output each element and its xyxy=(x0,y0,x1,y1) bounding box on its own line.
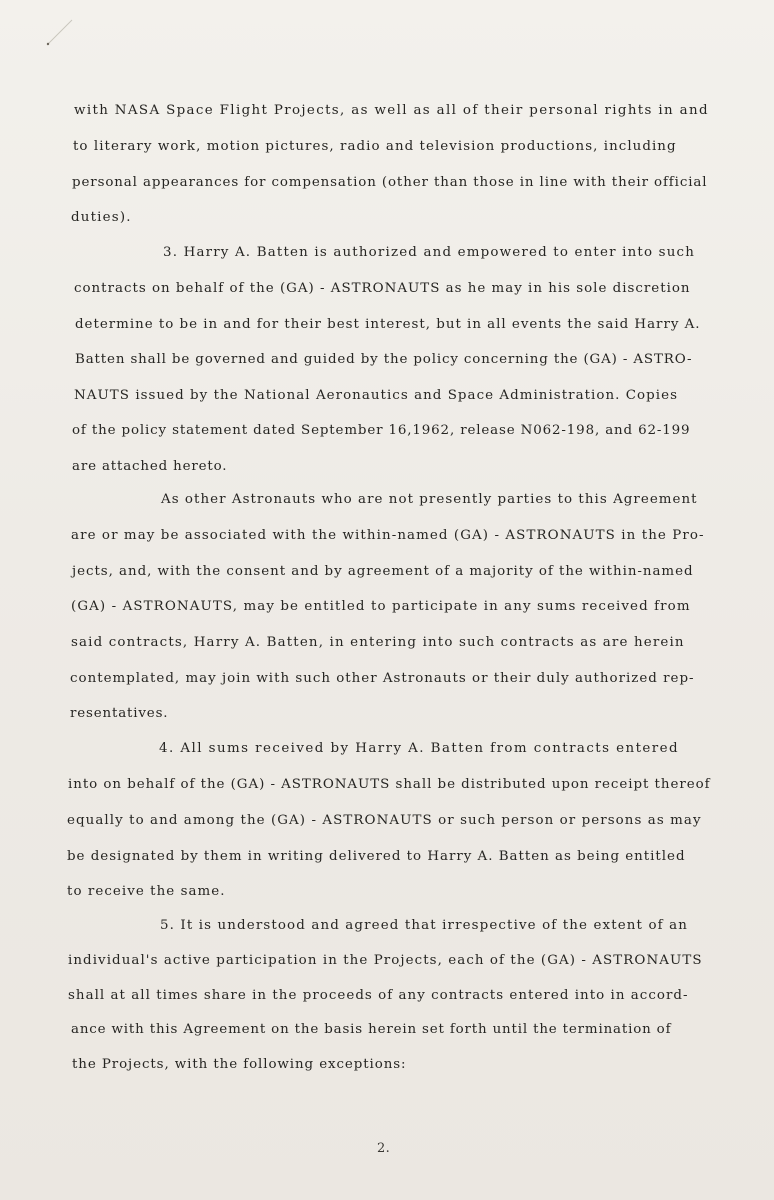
paragraph-4-line-2: into on behalf of the (GA) - ASTRONAUTS shall be distributed upon receipt thereof xyxy=(68,777,711,792)
paragraph-astronauts-line-1: As other Astronauts who are not presently parties to this Agreement xyxy=(161,492,698,507)
paragraph-3-line-7: are attached hereto. xyxy=(72,459,228,474)
paragraph-5-line-5: the Projects, with the following exceptions: xyxy=(72,1057,407,1072)
paragraph-3-line-1: 3. Harry A. Batten is authorized and empowered to enter into such xyxy=(163,245,695,260)
paper-crease-mark xyxy=(0,0,90,60)
paragraph-3-line-4: Batten shall be governed and guided by the policy concerning the (GA) - ASTRO- xyxy=(75,352,693,367)
paragraph-astronauts-line-4: (GA) - ASTRONAUTS, may be entitled to participate in any sums received from xyxy=(71,599,691,614)
paragraph-5-line-4: ance with this Agreement on the basis herein set forth until the termination of xyxy=(71,1022,672,1037)
paragraph-astronauts-line-7: resentatives. xyxy=(70,706,169,721)
paragraph-3-line-3: determine to be in and for their best interest, but in all events the said Harry A. xyxy=(75,317,701,332)
paragraph-3-line-5: NAUTS issued by the National Aeronautics and Space Administration. Copies xyxy=(74,388,678,403)
page-number: 2. xyxy=(377,1141,391,1156)
text-line-2: to literary work, motion pictures, radio and television productions, including xyxy=(73,139,677,154)
paragraph-4-line-5: to receive the same. xyxy=(67,884,226,899)
paragraph-4-line-3: equally to and among the (GA) - ASTRONAUTS or such person or persons as may xyxy=(67,813,702,828)
paragraph-5-line-2: individual's active participation in the Projects, each of the (GA) - ASTRONAUTS xyxy=(68,953,703,968)
paragraph-3-line-6: of the policy statement dated September 16,1962, release N062-198, and 62-199 xyxy=(72,423,691,438)
paragraph-4-line-4: be designated by them in writing delivered to Harry A. Batten as being entitled xyxy=(67,849,686,864)
paragraph-4-line-1: 4. All sums received by Harry A. Batten from contracts entered xyxy=(159,741,679,756)
paragraph-astronauts-line-3: jects, and, with the consent and by agreement of a majority of the within-named xyxy=(72,564,694,579)
text-line-1: with NASA Space Flight Projects, as well as all of their personal rights in and xyxy=(74,103,709,118)
text-line-3: personal appearances for compensation (other than those in line with their official xyxy=(72,175,708,190)
paragraph-astronauts-line-2: are or may be associated with the within-named (GA) - ASTRONAUTS in the Pro- xyxy=(71,528,705,543)
paragraph-astronauts-line-6: contemplated, may join with such other Astronauts or their duly authorized rep- xyxy=(70,671,695,686)
text-line-4: duties). xyxy=(71,210,132,225)
paragraph-3-line-2: contracts on behalf of the (GA) - ASTRONAUTS as he may in his sole discretion xyxy=(74,281,691,296)
paragraph-5-line-3: shall at all times share in the proceeds of any contracts entered into in accord- xyxy=(68,988,689,1003)
paragraph-astronauts-line-5: said contracts, Harry A. Batten, in entering into such contracts as are herein xyxy=(71,635,685,650)
paragraph-5-line-1: 5. It is understood and agreed that irrespective of the extent of an xyxy=(160,918,688,933)
